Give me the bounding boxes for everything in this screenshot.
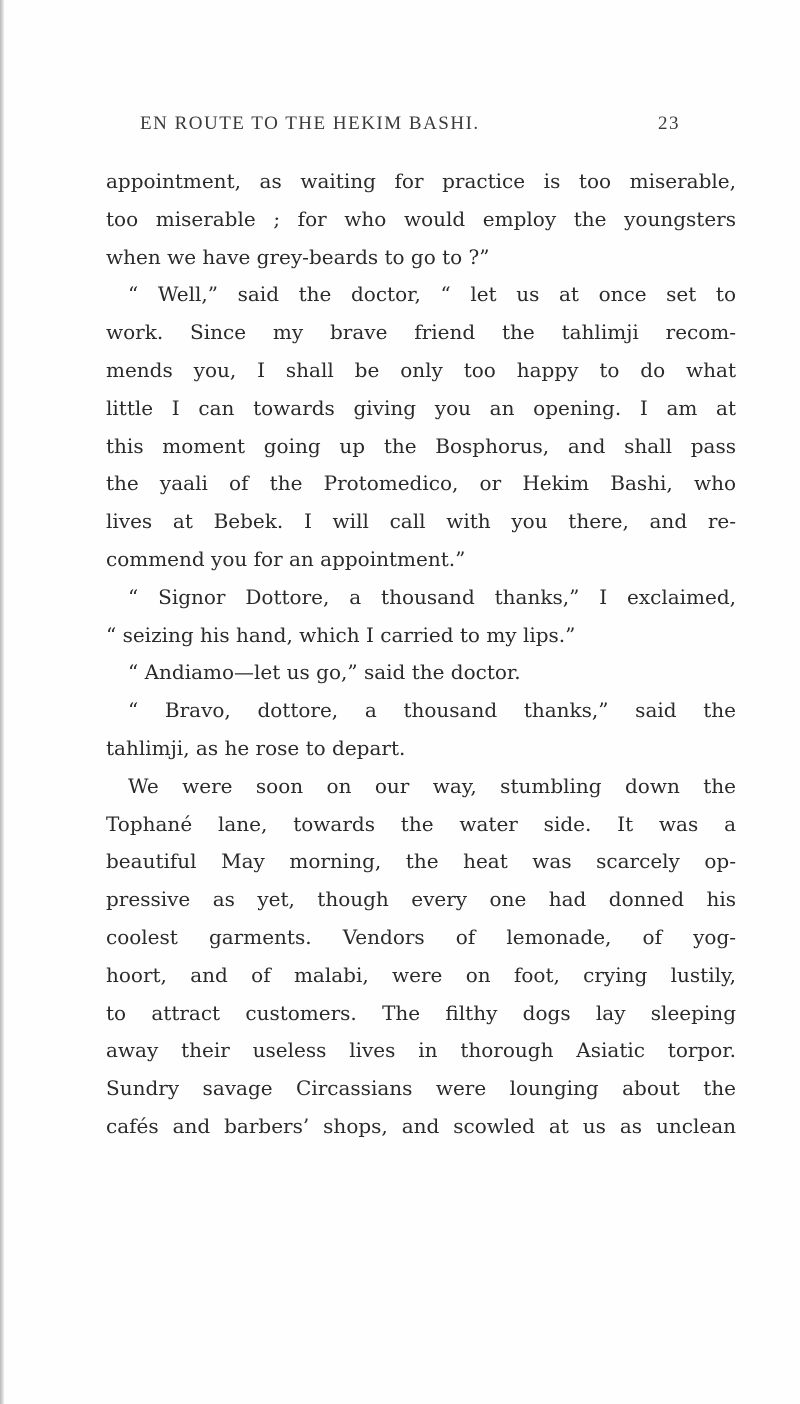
text-line: “ Well,” said the doctor, “ let us at once set to: [128, 282, 736, 307]
text-line: “ Andiamo—let us go,” said the doctor.: [128, 660, 521, 685]
text-line: mends you, I shall be only too happy to do what: [106, 357, 736, 382]
text-line: the yaali of the Protomedico, or Hekim Bashi, who: [106, 471, 736, 496]
text-line: We were soon on our way, stumbling down the: [128, 773, 736, 798]
text-line: appointment, as waiting for practice is too miserable,: [106, 169, 736, 193]
running-title: EN ROUTE TO THE HEKIM BASHI.: [140, 113, 480, 134]
text-line: to attract customers. The filthy dogs lay sleeping: [106, 1000, 736, 1025]
text-line: too miserable ; for who would employ the youngsters: [106, 206, 736, 231]
page-number: 23: [658, 113, 680, 134]
text-line: pressive as yet, though every one had donned his: [106, 887, 736, 912]
text-line: lives at Bebek. I will call with you there, and re-: [106, 509, 736, 534]
text-line: commend you for an appointment.”: [106, 546, 466, 571]
text-line: cafés and barbers’ shops, and scowled at us as unclean: [106, 1113, 736, 1138]
text-line: this moment going up the Bosphorus, and shall pass: [106, 433, 736, 458]
text-line: Sundry savage Circassians were lounging about the: [106, 1076, 736, 1101]
text-line: hoort, and of malabi, were on foot, crying lustily,: [106, 962, 736, 987]
page-binding-edge: [0, 0, 4, 1404]
text-line: “ Signor Dottore, a thousand thanks,” I exclaimed,: [128, 584, 736, 609]
text-line: tahlimji, as he rose to depart.: [106, 735, 406, 760]
text-line: Tophané lane, towards the water side. It was a: [106, 811, 736, 836]
running-head: [140, 113, 680, 141]
text-line: work. Since my brave friend the tahlimji recom-: [106, 320, 736, 345]
text-line: “ seizing his hand, which I carried to my lips.”: [106, 622, 576, 647]
text-line: coolest garments. Vendors of lemonade, of yog-: [106, 924, 736, 949]
body-text: [106, 163, 736, 1146]
text-line: when we have grey-beards to go to ?”: [106, 244, 490, 269]
text-line: beautiful May morning, the heat was scarcely op-: [106, 849, 736, 874]
text-line: little I can towards giving you an opening. I am at: [106, 395, 736, 420]
text-line: “ Bravo, dottore, a thousand thanks,” said the: [128, 698, 736, 723]
text-line: away their useless lives in thorough Asiatic torpor.: [106, 1038, 736, 1063]
